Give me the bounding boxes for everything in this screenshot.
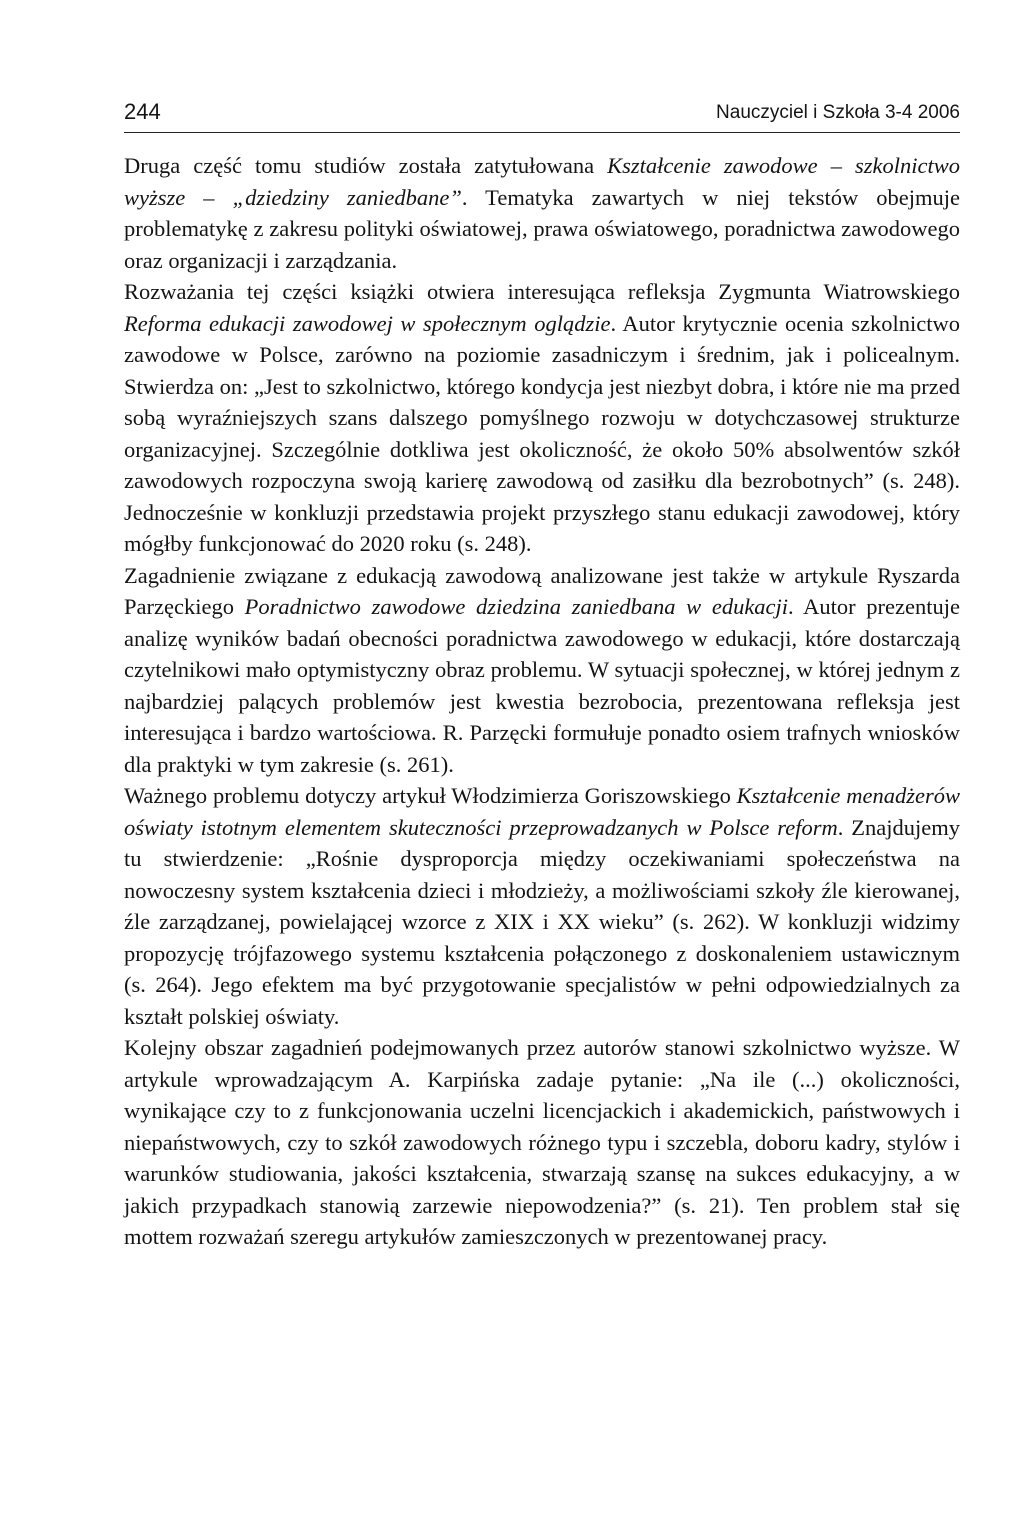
paragraph-2-title: Reforma edukacji zawodowej w społecznym oglądzie: [124, 310, 611, 336]
journal-title: Nauczyciel i Szkoła 3-4 2006: [716, 102, 960, 123]
paragraph-3: [124, 560, 960, 781]
paragraph-3-text-end: . Autor prezentuje analizę wyników badań obecności poradnictwa zawodowego w edukacji, które dostarczają czytelnikowi mało optymistyczny obraz problemu. W sytuacji społecznej, w której jednym z najbardziej palących problemów jest kwestia bezrobocia, prezentowana refleksja jest interesująca i bardzo wartościowa. R. Parzęcki formułuje ponadto osiem trafnych wniosków dla praktyki w tym zakresie (s. 261).: [124, 594, 960, 777]
paragraph-3-title: Poradnictwo zawodowe dziedzina zaniedbana w edukacji: [244, 594, 789, 619]
paragraph-2: [124, 276, 960, 560]
paragraph-5-text: Kolejny obszar zagadnień podejmowanych przez autorów stanowi szkolnictwo wyższe. W artykule wprowadzającym A. Karpińska zadaje pytanie: „Na ile (...) okoliczności, wynikające czy to z funkcjonowania uczelni licencjackich i akademickich, państwowych i niepaństwowych, czy to szkół zawodowych różnego typu i szczebla, doboru kadry, stylów i warunków studiowania, jakości kształcenia, stwarzają szansę na sukces edukacyjny, a w jakich przypadkach stanowią zarzewie niepowodzenia?” (s. 21). Ten problem stał się mottem rozważań szeregu artykułów zamieszczonych w prezentowanej pracy.: [124, 1035, 960, 1249]
paragraph-2-text-end: . Autor krytycznie ocenia szkolnictwo zawodowe w Polsce, zarówno na poziomie zasadniczym i średnim, jak i policealnym. Stwierdza on: „Jest to szkolnictwo, którego kondycja jest niezbyt dobra, i które nie ma przed sobą wyraźniejszych szans dalszego pomyślnego rozwoju w dotychczasowej strukturze organizacyjnej. Szczególnie dotkliwa jest okoliczność, że około 50% absolwentów szkół zawodowych rozpoczyna swoją karierę zawodową od zasiłku dla bezrobotnych” (s. 248). Jednocześnie w konkluzji przedstawia projekt przyszłego stanu edukacji zawodowej, który mógłby funkcjonować do 2020 roku (s. 248).: [124, 310, 961, 556]
page-number: 244: [124, 99, 161, 124]
paragraph-4: [124, 780, 960, 1032]
paragraph-1: [124, 150, 960, 276]
paragraph-4-title: Kształcenie menadżerów oświaty istotnym elementem skuteczności przeprowadzanych w Polsce reform: [124, 783, 960, 840]
paragraph-4-text-end: . Znajdujemy tu stwierdzenie: „Rośnie dysproporcja między oczekiwaniami społeczeństwa na nowoczesny system kształcenia dzieci i młodzieży, a możliwościami szkoły źle kierowanej, źle zarządzanej, powielającej wzorce z XIX i XX wieku” (s. 262). W konkluzji widzimy propozycję trójfazowego systemu kształcenia połączonego z doskonaleniem ustawicznym (s. 264). Jego efektem ma być przygotowanie specjalistów w pełni odpowiedzialnych za kształt polskiej oświaty.: [124, 814, 960, 1029]
paragraph-2-text-start: Rozważania tej części książki otwiera interesująca refleksja Zygmunta Wiatrowskiego: [124, 279, 960, 304]
paragraph-1-text-start: Druga część tomu studiów została zatytułowana: [124, 153, 608, 178]
paragraph-1-title: Kształcenie zawodowe – szkolnictwo wyższe – „dziedziny zaniedbane”: [124, 153, 960, 210]
paragraph-1-text-end: . Tematyka zawartych w niej tekstów obejmuje problematykę z zakresu polityki oświatowej, prawa oświatowego, poradnictwa zawodowego oraz organizacji i zarządzania.: [124, 184, 960, 273]
paragraph-5: [124, 1032, 960, 1253]
paragraph-4-text-start: Ważnego problemu dotyczy artykuł Włodzimierza Goriszowskiego: [124, 783, 737, 808]
body-text: [124, 150, 960, 1253]
running-header: [124, 98, 960, 133]
paragraph-3-text-start: Zagadnienie związane z edukacją zawodową analizowane jest także w artykule Ryszarda Parzęckiego: [124, 562, 960, 619]
